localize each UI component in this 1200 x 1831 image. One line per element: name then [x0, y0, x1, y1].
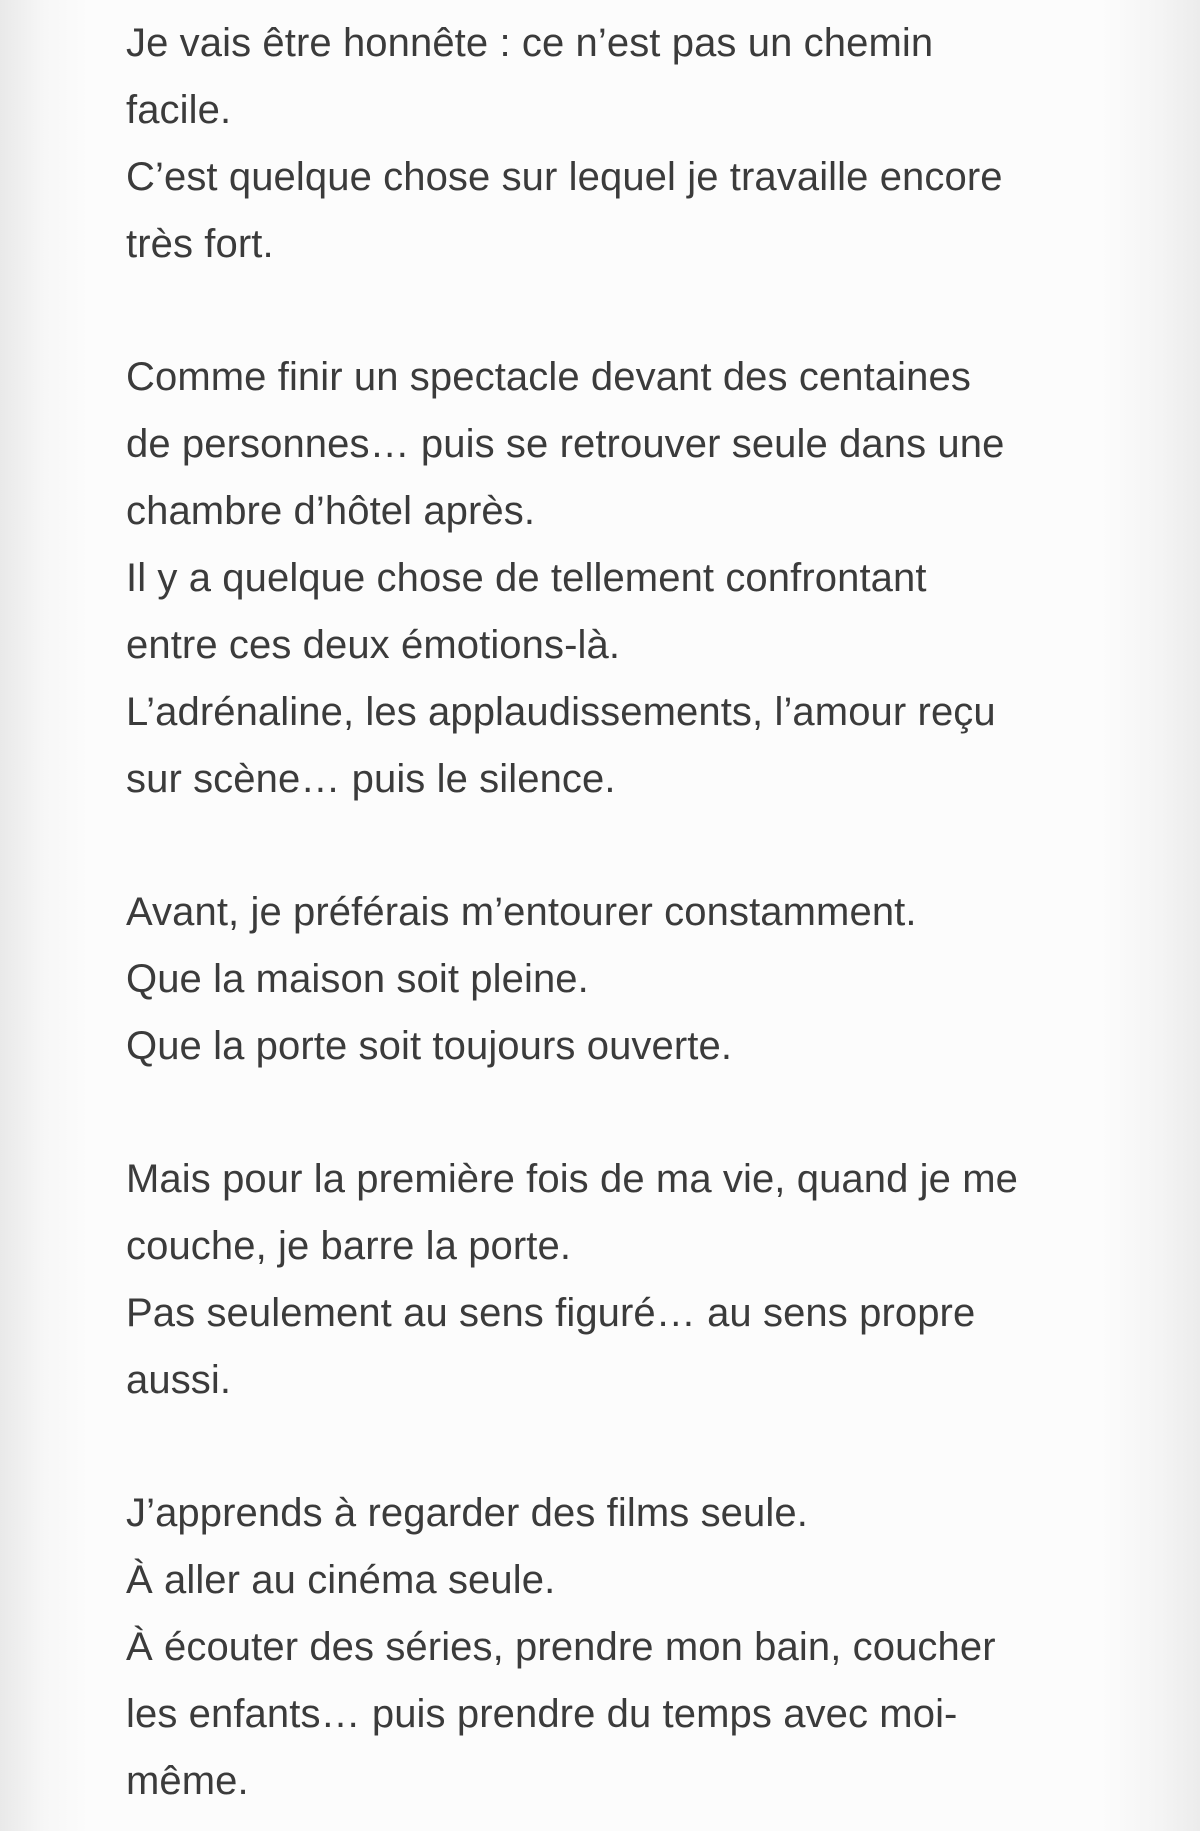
text-line: entre ces deux émotions-là.	[126, 623, 621, 667]
text-line: facile.	[126, 88, 232, 132]
note-body[interactable]	[126, 10, 1126, 1815]
text-line: sur scène… puis le silence.	[126, 757, 616, 801]
text-line: Pas seulement au sens figuré… au sens propre	[126, 1291, 976, 1335]
text-line: aussi.	[126, 1358, 232, 1402]
text-line: Il y a quelque chose de tellement confrontant	[126, 556, 927, 600]
paragraph-gap	[126, 1414, 1126, 1480]
text-line: Je vais être honnête : ce n’est pas un chemin	[126, 21, 934, 65]
paragraph-gap	[126, 1080, 1126, 1146]
text-line: Que la maison soit pleine.	[126, 957, 589, 1001]
paragraph-gap	[126, 813, 1126, 879]
text-line: Mais pour la première fois de ma vie, quand je me	[126, 1157, 1018, 1201]
text-line: C’est quelque chose sur lequel je travaille encore	[126, 155, 1003, 199]
paragraph-2	[126, 344, 1126, 813]
text-line: même.	[126, 1759, 249, 1803]
text-line: de personnes… puis se retrouver seule dans une	[126, 422, 1005, 466]
text-line: très fort.	[126, 222, 274, 266]
text-line: Avant, je préférais m’entourer constamment.	[126, 890, 917, 934]
text-line: chambre d’hôtel après.	[126, 489, 536, 533]
text-line: L’adrénaline, les applaudissements, l’amour reçu	[126, 690, 996, 734]
text-line: Que la porte soit toujours ouverte.	[126, 1024, 733, 1068]
text-line: J’apprends à regarder des films seule.	[126, 1491, 808, 1535]
text-line: À écouter des séries, prendre mon bain, coucher	[126, 1625, 996, 1669]
text-line: Comme finir un spectacle devant des centaines	[126, 355, 971, 399]
text-line: couche, je barre la porte.	[126, 1224, 572, 1268]
text-line: À aller au cinéma seule.	[126, 1558, 556, 1602]
paragraph-1	[126, 10, 1126, 278]
paragraph-3	[126, 879, 1126, 1080]
paragraph-5	[126, 1480, 1126, 1815]
paragraph-4	[126, 1146, 1126, 1414]
paragraph-gap	[126, 278, 1126, 344]
text-line: les enfants… puis prendre du temps avec moi-	[126, 1692, 958, 1736]
